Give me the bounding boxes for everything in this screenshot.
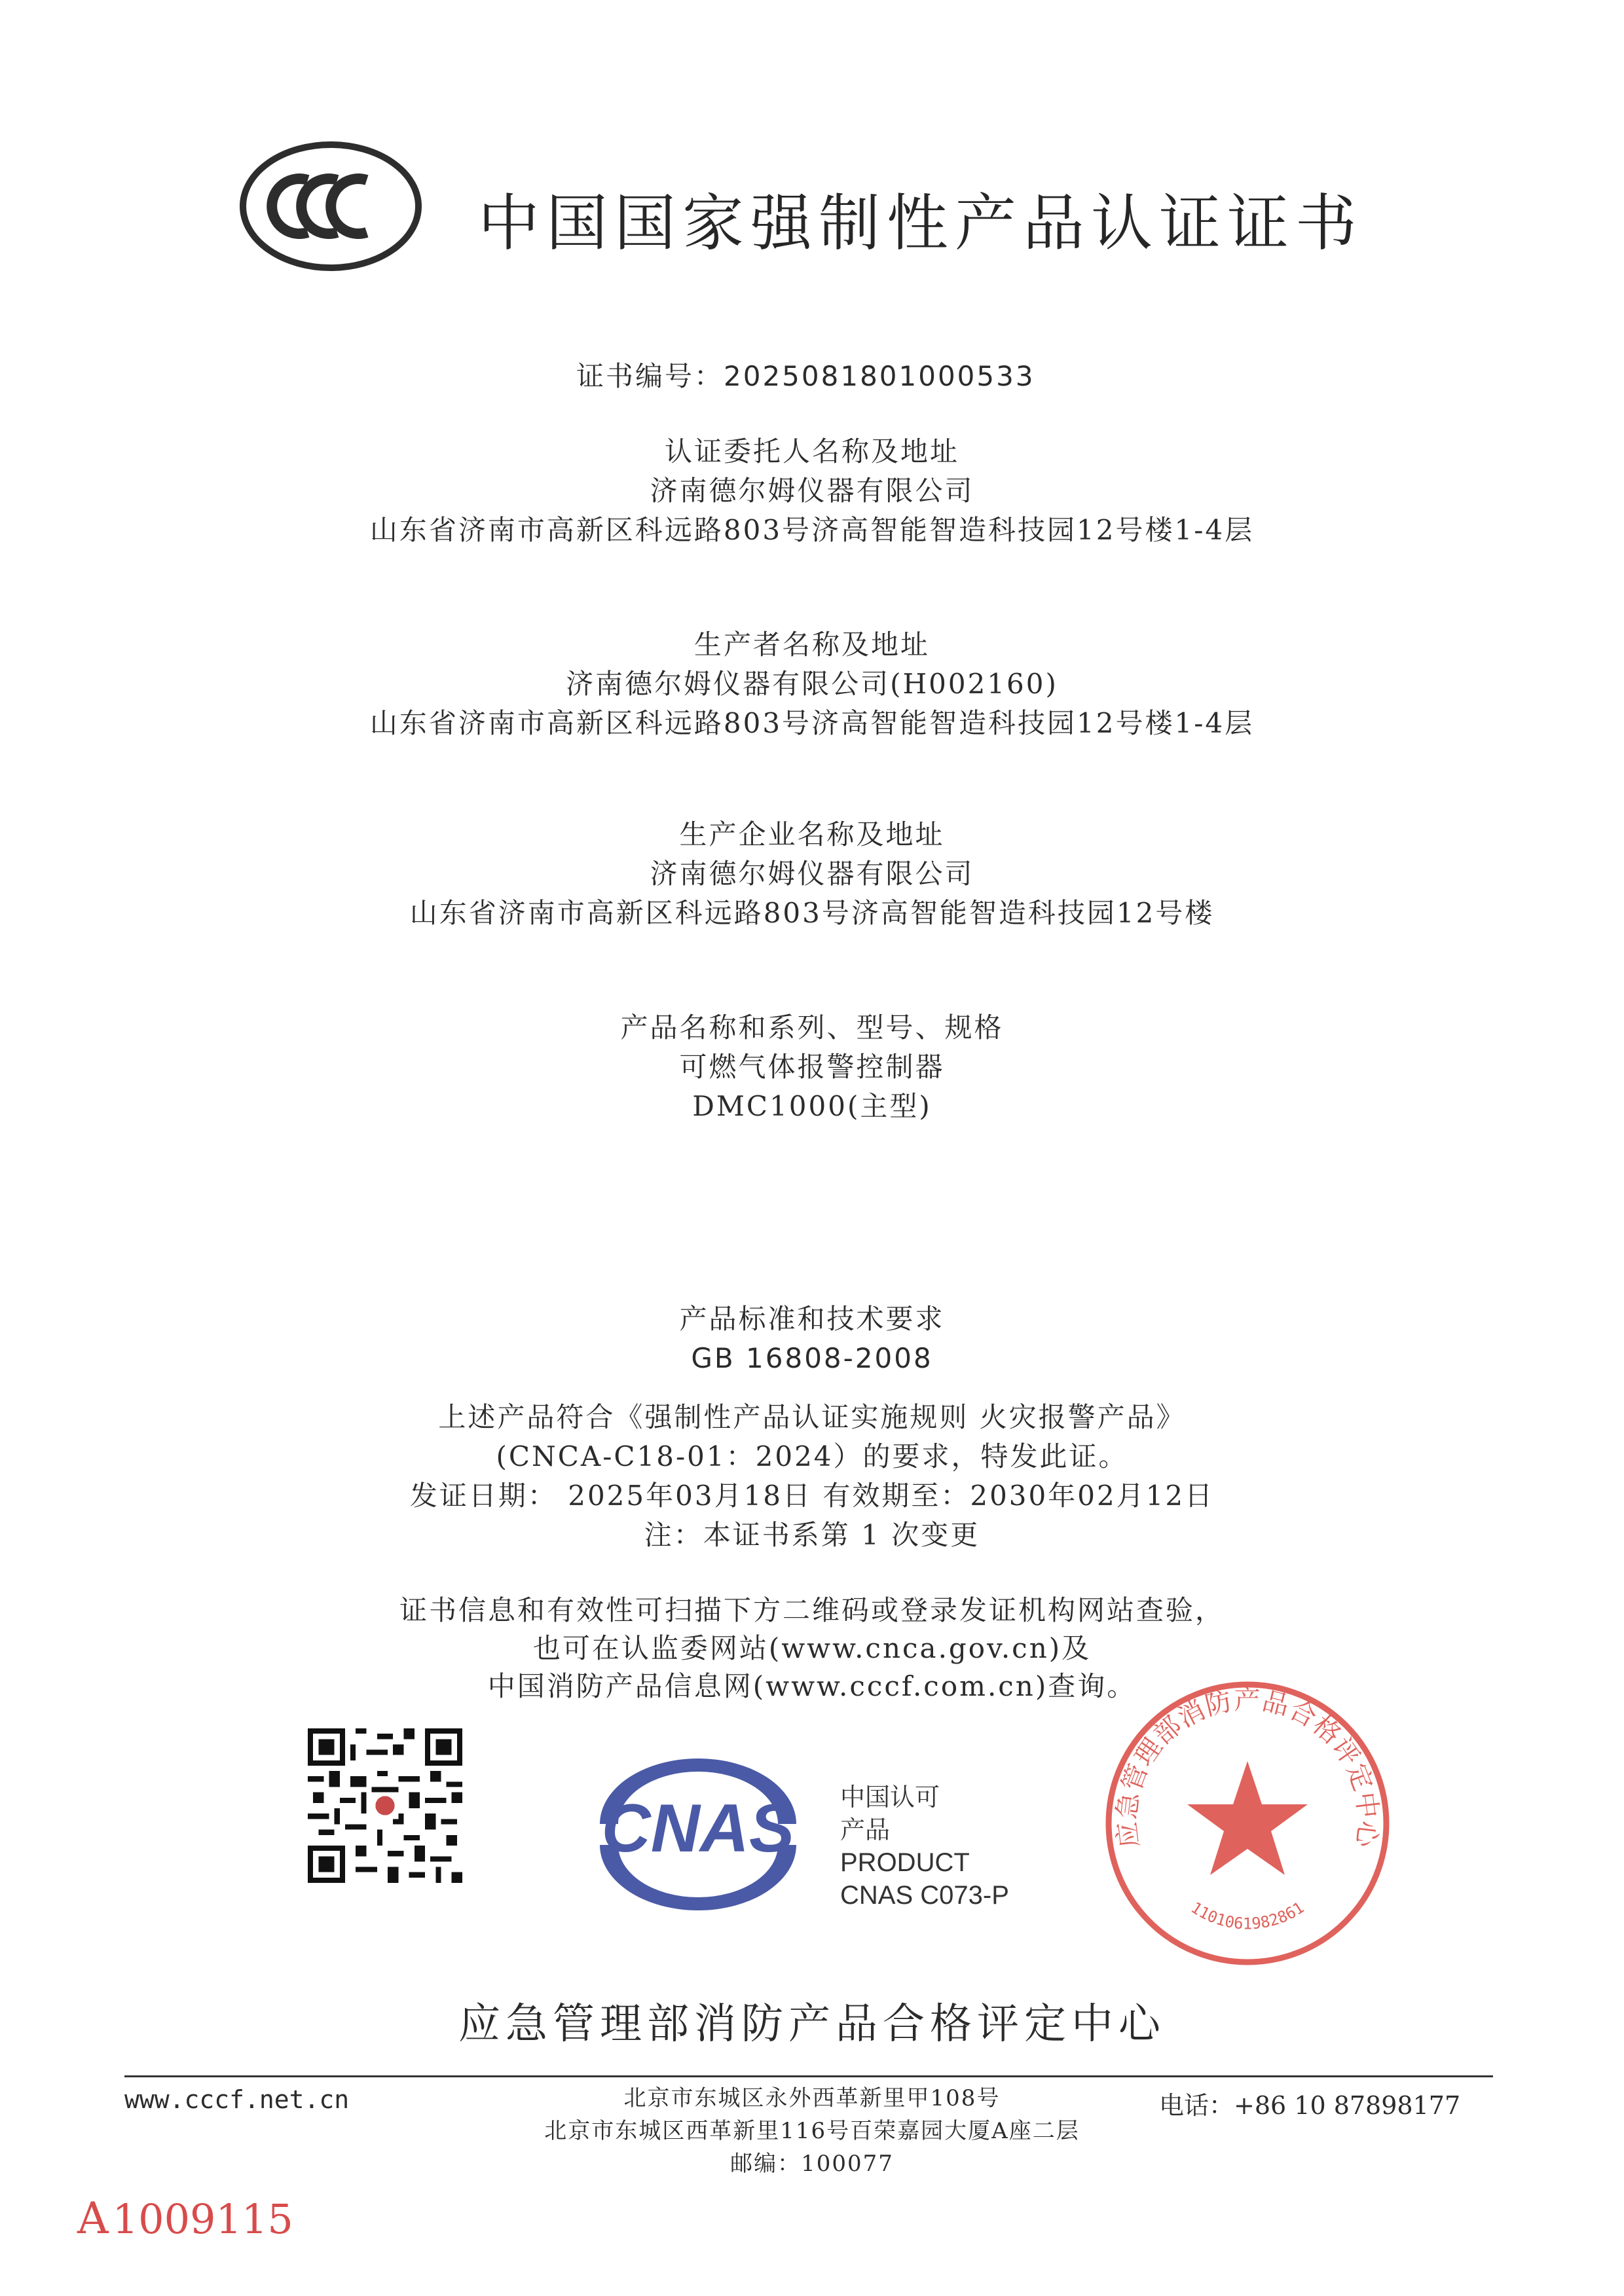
manufacturer-name: 济南德尔姆仪器有限公司(H002160) bbox=[566, 668, 1058, 700]
footer-phone: 电话：+86 10 87898177 bbox=[1159, 2091, 1461, 2120]
certificate-title: 中国国家强制性产品认证证书 bbox=[478, 188, 1364, 259]
verification-line-3: 中国消防产品信息网(www.cccf.com.cn)查询。 bbox=[487, 1670, 1137, 1702]
product-model: DMC1000(主型) bbox=[692, 1090, 932, 1122]
issue-and-expiry-dates: 发证日期： 2025年03月18日 有效期至：2030年02月12日 bbox=[409, 1480, 1215, 1512]
cnas-line-2: 产品 bbox=[840, 1815, 891, 1844]
seal-text: 应急管理部消防产品合格评定中心 bbox=[1112, 1685, 1383, 1850]
serial-value: 1009115 bbox=[112, 2195, 293, 2243]
certificate-number bbox=[576, 357, 1035, 396]
product-heading: 产品名称和系列、型号、规格 bbox=[620, 1011, 1004, 1044]
footer-address-1: 北京市东城区永外西革新里甲108号 bbox=[623, 2085, 1001, 2111]
applicant-heading: 认证委托人名称及地址 bbox=[664, 435, 959, 467]
ccc-mark-icon bbox=[239, 141, 422, 272]
verification-line-1: 证书信息和有效性可扫描下方二维码或登录发证机构网站查验， bbox=[399, 1594, 1225, 1626]
cnas-logo-text: CNAS bbox=[601, 1791, 795, 1867]
product-name: 可燃气体报警控制器 bbox=[679, 1051, 945, 1083]
footer-address-2: 北京市东城区西革新里116号百荣嘉园大厦A座二层 bbox=[544, 2118, 1080, 2144]
cnas-line-1: 中国认可 bbox=[840, 1783, 940, 1812]
manufacturer-address: 山东省济南市高新区科远路803号济高智能智造科技园12号楼1-4层 bbox=[369, 707, 1255, 739]
cnas-accreditation-text bbox=[840, 1781, 1009, 1912]
red-official-seal-icon bbox=[1100, 1676, 1395, 1971]
manufacturer-heading: 生产者名称及地址 bbox=[693, 629, 930, 661]
qr-code-icon[interactable] bbox=[308, 1728, 462, 1883]
issuer-name: 应急管理部消防产品合格评定中心 bbox=[458, 2000, 1166, 2049]
conformity-line-1: 上述产品符合《强制性产品认证实施规则 火灾报警产品》 bbox=[438, 1401, 1186, 1433]
factory-address: 山东省济南市高新区科远路803号济高智能智造科技园12号楼 bbox=[409, 897, 1215, 929]
cnas-line-4: CNAS C073-P bbox=[840, 1881, 1009, 1910]
seal-number: 1101061982861 bbox=[1187, 1898, 1308, 1933]
certificate-number-label: 证书编号： bbox=[576, 360, 724, 392]
standard-heading: 产品标准和技术要求 bbox=[679, 1303, 945, 1335]
change-note: 注：本证书系第 1 次变更 bbox=[644, 1519, 980, 1551]
svg-text:1101061982861 bbox=[1188, 1899, 1308, 1933]
serial-number bbox=[77, 2193, 293, 2244]
applicant-address: 山东省济南市高新区科远路803号济高智能智造科技园12号楼1-4层 bbox=[369, 514, 1255, 546]
cnas-line-3: PRODUCT bbox=[840, 1848, 970, 1877]
certificate-number-value: 2025081801000533 bbox=[724, 360, 1035, 392]
verification-line-2: 也可在认监委网站(www.cnca.gov.cn)及 bbox=[532, 1632, 1092, 1664]
standard-value: GB 16808-2008 bbox=[691, 1342, 933, 1374]
factory-heading: 生产企业名称及地址 bbox=[679, 818, 945, 850]
cnas-logo-icon bbox=[581, 1753, 815, 1916]
factory-name: 济南德尔姆仪器有限公司 bbox=[650, 858, 974, 890]
conformity-line-2: (CNCA-C18-01：2024）的要求，特发此证。 bbox=[496, 1440, 1128, 1472]
applicant-name: 济南德尔姆仪器有限公司 bbox=[650, 475, 974, 507]
footer-divider bbox=[124, 2075, 1493, 2077]
footer-postcode: 邮编：100077 bbox=[730, 2151, 894, 2177]
serial-prefix: A bbox=[77, 2193, 109, 2244]
footer-website-link[interactable]: www.cccf.net.cn bbox=[124, 2085, 350, 2114]
